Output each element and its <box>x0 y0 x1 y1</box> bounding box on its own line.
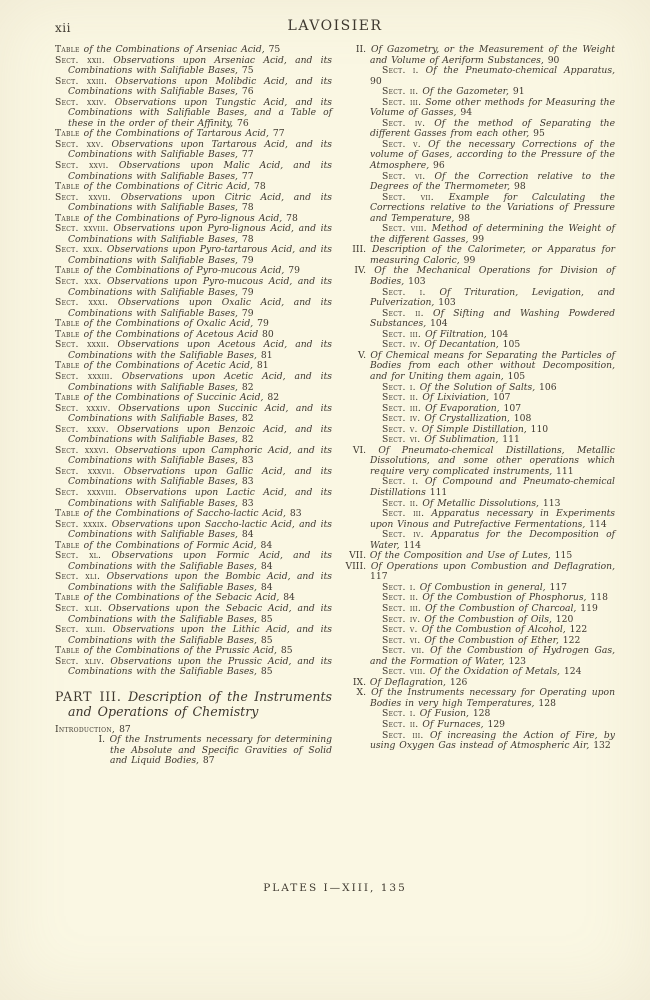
entry-page-number: 110 <box>530 423 549 435</box>
entry-label: Sect. xxxviii. <box>55 486 117 498</box>
toc-entry <box>55 604 332 625</box>
entry-label: Sect. iii. <box>382 508 425 520</box>
entry-page-number: 83 <box>241 497 254 509</box>
entry-label: Sect. ii. <box>382 592 419 604</box>
entry-title: of the Combinations of Acetous Acid <box>83 328 259 340</box>
toc-entry <box>343 119 615 140</box>
entry-title: Of Filtration, <box>425 328 487 340</box>
entry-title: Of Evaporation, <box>425 402 500 414</box>
entry-title: Observations upon Succinic Acid, and its Combinations with Salifiable Bases, <box>68 402 333 425</box>
entry-page-number: 124 <box>563 666 582 678</box>
entry-title: Of the method of Separating the different Gasses from each other, <box>370 117 616 140</box>
entry-title: Of Deflagration, <box>369 676 446 688</box>
entry-page-number: 79 <box>241 254 254 266</box>
entry-title: Observations upon the Sebacic Acid, and its Combinations with the Salifiable Bases, <box>68 602 333 625</box>
entry-title: Observations upon Gallic Acid, and its Combinations with Salifiable Bases, <box>68 465 332 488</box>
entry-label: Table <box>55 212 80 224</box>
chapter-numeral: X. <box>356 687 366 699</box>
toc-entry-list-left <box>55 45 332 678</box>
toc-entry <box>343 140 615 172</box>
entry-page-number: 76 <box>241 86 254 98</box>
entry-title: Observations upon Pyro-mucous Acid, and its Combinations with Salifiable Bases, <box>68 276 332 298</box>
entry-title: Some other methods for Measuring the Volume of Gasses, <box>370 96 616 119</box>
entry-title: of the Combinations of Acetic Acid, <box>83 360 253 372</box>
entry-label: Table <box>55 181 80 193</box>
entry-page-number: 78 <box>254 181 266 193</box>
entry-page-number: 75 <box>268 44 281 55</box>
entry-page-number: 117 <box>549 581 568 593</box>
toc-entry <box>55 140 332 161</box>
entry-label: Sect. ii. <box>382 497 419 509</box>
entry-page-number: 114 <box>403 539 422 551</box>
entry-label: Sect. ii. <box>382 86 419 98</box>
entry-page-number: 106 <box>539 381 557 393</box>
entry-label: Sect. ii. <box>382 719 419 730</box>
entry-label: Sect. xxvi. <box>55 160 109 172</box>
entry-page-number: 129 <box>487 719 506 730</box>
entry-title: Of the Combustion of Charcoal, <box>425 602 577 614</box>
entry-title: of the Combinations of Succinic Acid, <box>83 392 264 404</box>
toc-entry <box>55 572 332 593</box>
entry-title: Of Decantation, <box>424 339 499 351</box>
toc-entry <box>55 488 332 509</box>
entry-label: Table <box>55 508 80 520</box>
toc-entry <box>343 351 615 383</box>
entry-page-number: 76 <box>237 117 249 129</box>
page-header <box>55 18 615 40</box>
entry-label: Table <box>55 539 80 551</box>
toc-entry <box>55 446 332 467</box>
entry-title: Observations upon Camphoric Acid, and its Combinations with Salifiable Bases, <box>68 444 333 467</box>
toc-entry <box>55 340 332 361</box>
entry-page-number: 78 <box>241 233 254 245</box>
entry-title: Of Combustion in general, <box>419 581 546 593</box>
entry-label: Sect. iii. <box>382 402 422 414</box>
toc-entry <box>343 288 615 309</box>
entry-title: Observations upon the Lithic Acid, and its Combinations with the Salifiable Bases, <box>68 624 333 646</box>
toc-entry <box>55 404 332 425</box>
toc-entry <box>343 509 615 530</box>
entry-page-number: 98 <box>514 181 526 193</box>
entry-title: Apparatus necessary in Experiments upon Vinous and Putrefactive Fermentations, <box>370 508 616 530</box>
entry-title: Observations upon Saccho-lactic Acid, and its Combinations with Salifiable Bases, <box>68 518 332 541</box>
entry-page-number: 107 <box>492 392 511 404</box>
entry-title: of the Combinations of Pyro-mucous Acid, <box>83 265 285 277</box>
entry-title: Of Metallic Dissolutions, <box>422 497 539 509</box>
chapter-numeral: VIII. <box>345 560 366 572</box>
entry-title: of the Combinations of Pyro-lignous Acid, <box>83 212 283 224</box>
entry-label: Sect. vi. <box>382 634 421 646</box>
entry-page-number: 111 <box>502 434 520 446</box>
entry-title: Observations upon Pyro-lignous Acid, and its Combinations with Salifiable Bases, <box>68 223 332 245</box>
entry-label: Sect. viii. <box>382 223 427 235</box>
entry-title: Of the Combustion of Hydrogen Gas, and the Formation of Water, <box>370 645 616 667</box>
chapter-numeral: V. <box>358 349 366 361</box>
running-head: LAVOISIER <box>287 18 383 34</box>
toc-entry <box>343 98 615 119</box>
entry-label: Sect. xxx. <box>55 276 102 288</box>
entry-label: Sect. xxxi. <box>55 297 109 309</box>
entry-title: Of the Combustion of Alcohol, <box>421 624 566 636</box>
toc-entry <box>343 562 615 583</box>
entry-page-number: 117 <box>370 571 388 583</box>
toc-entry <box>55 77 332 98</box>
entry-title: Of the Oxidation of Metals, <box>429 666 560 678</box>
entry-title: Of the Combustion of Oils, <box>424 613 552 625</box>
entry-label: Sect. xxix. <box>55 244 103 256</box>
entry-page-number: 111 <box>429 486 448 498</box>
entry-label: Sect. xxxiii. <box>55 370 113 382</box>
entry-label: Sect. xxv. <box>55 138 104 150</box>
entry-label: Sect. xxvii. <box>55 191 111 203</box>
chapter-numeral: VI. <box>352 444 366 456</box>
entry-label: Sect. xliv. <box>55 655 105 667</box>
entry-title: Observations upon the Prussic Acid, and its Combinations with the Salifiable Bases, <box>68 655 333 678</box>
entry-title: Observations upon Tungstic Acid, and its Combinations with Salifiable Bases, and a Table of these in the order of their Affinity, <box>68 96 332 129</box>
toc-entry <box>55 98 332 130</box>
chapter-numeral: IV. <box>354 265 366 277</box>
toc-entry <box>343 731 615 752</box>
entry-label: Sect. vii. <box>382 191 434 203</box>
chapter-numeral: I. <box>98 734 105 746</box>
entry-title: Of the Mechanical Operations for Division of Bodies, <box>370 265 616 288</box>
entry-page-number: 84 <box>260 581 273 593</box>
entry-page-number: 91 <box>512 86 525 98</box>
toc-entry <box>343 266 615 287</box>
entry-label: Table <box>55 265 80 277</box>
entry-title: of the Combinations of Formic Acid, <box>83 539 257 551</box>
entry-label: Sect. iv. <box>382 413 421 425</box>
entry-label: Table <box>55 392 80 404</box>
entry-page-number: 79 <box>257 318 269 330</box>
entry-page-number: 104 <box>430 318 448 330</box>
toc-entry <box>55 625 332 646</box>
entry-label: Table <box>55 128 80 140</box>
entry-page-number: 75 <box>241 65 254 77</box>
entry-page-number: 105 <box>502 339 521 351</box>
entry-title: Example for Calculating the Corrections relative to the Variations of Pressure and Temperature, <box>370 191 615 224</box>
toc-entry <box>343 446 615 478</box>
entry-label: Sect. v. <box>382 138 421 150</box>
entry-page-number: 77 <box>241 170 254 182</box>
entry-page-number: 84 <box>260 539 273 551</box>
entry-title: of the Combinations of Arseniac Acid, <box>83 44 265 55</box>
toc-entry <box>55 467 332 488</box>
entry-title: Observations upon the Bombic Acid, and its Combinations with the Salifiable Bases, <box>68 571 333 593</box>
entry-page-number: 126 <box>449 676 468 688</box>
entry-page-number: 90 <box>547 54 560 66</box>
entry-label: Sect. iv. <box>382 529 424 541</box>
entry-title: Of Fusion, <box>419 708 469 720</box>
entry-title: Of Chemical means for Separating the Particles of Bodies from each other without Decomposition, and for Uniting them again, <box>370 349 616 382</box>
entry-page-number: 115 <box>554 550 573 562</box>
entry-page-number: 118 <box>590 592 608 604</box>
entry-title: Observations upon Acetous Acid, and its Combinations with the Salifiable Bases, <box>68 339 333 361</box>
entry-page-number: 128 <box>472 708 491 720</box>
entry-title: Of the Solution of Salts, <box>419 381 536 393</box>
entry-page-number: 82 <box>267 392 280 404</box>
toc-entry <box>343 193 615 225</box>
entry-title: Method of determining the Weight of the different Gasses, <box>370 223 615 245</box>
toc-entry <box>343 245 615 266</box>
toc-entry-list-right <box>343 45 615 752</box>
entry-page-number: 96 <box>433 160 445 172</box>
entry-page-number: 107 <box>503 402 522 414</box>
entry-title: Of the necessary Corrections of the volume of Gases, according to the Pressure of the Atmosphere, <box>370 138 616 172</box>
page-folio: xii <box>55 21 71 35</box>
entry-title: Of Sublimation, <box>424 434 499 446</box>
entry-label: Sect. iii. <box>382 602 422 614</box>
entry-label: Table <box>55 318 80 330</box>
entry-label: Sect. xli. <box>55 571 101 583</box>
entry-title: Of Crystallization, <box>424 413 510 425</box>
entry-title: of the Combinations of Citric Acid, <box>83 181 251 193</box>
entry-page-number: 78 <box>241 202 254 214</box>
entry-title: Of Lixiviation, <box>422 392 490 404</box>
entry-label: Sect. xxxii. <box>55 339 110 351</box>
entry-page-number: 77 <box>241 149 254 161</box>
entry-label: Table <box>55 328 80 340</box>
toc-entry <box>55 520 332 541</box>
entry-label: Sect. xxxvii. <box>55 465 115 477</box>
entry-label: Sect. xxxiv. <box>55 402 111 414</box>
part-heading <box>55 689 332 719</box>
toc-entry <box>343 309 615 330</box>
toc-entry <box>55 56 332 77</box>
entry-page-number: 79 <box>241 307 254 319</box>
toc-entry <box>343 224 615 245</box>
entry-title: of the Combinations of Oxalic Acid, <box>83 318 254 330</box>
entry-label: Sect. vi. <box>382 434 421 446</box>
entry-label: Sect. iv. <box>382 117 426 129</box>
entry-title: Of the Correction relative to the Degrees of the Thermometer, <box>370 170 616 193</box>
entry-page-number: 108 <box>513 413 532 425</box>
entry-label: Sect. i. <box>382 581 416 593</box>
entry-title: Of Gazometry, or the Measurement of the Weight and Volume of Aeriform Substances, <box>370 44 616 66</box>
entry-page-number: 99 <box>463 254 476 266</box>
entry-label: Sect. i. <box>382 381 416 393</box>
entry-page-number: 87 <box>202 755 215 767</box>
entry-label: Sect. ii. <box>382 392 419 404</box>
entry-label: Sect. xxviii. <box>55 223 109 235</box>
entry-page-number: 119 <box>580 602 598 614</box>
entry-label: Sect. iv. <box>382 339 421 351</box>
entry-label: Sect. i. <box>382 65 419 77</box>
entry-page-number: 94 <box>460 107 473 119</box>
entry-label: Sect. xlii. <box>55 602 103 614</box>
entry-page-number: 84 <box>283 592 295 604</box>
entry-title: Observations upon Lactic Acid, and its Combinations with Salifiable Bases, <box>68 486 332 509</box>
toc-entry <box>55 193 332 214</box>
toc-entry <box>343 530 615 551</box>
toc-entry <box>55 657 332 678</box>
chapter-entry <box>55 735 332 767</box>
entry-title: of the Combinations of the Prussic Acid, <box>83 645 277 657</box>
entry-title: Of increasing the Action of Fire, by using Oxygen Gas instead of Atmospheric Air, <box>370 729 615 752</box>
toc-entry <box>55 298 332 319</box>
entry-page-number: 113 <box>542 497 561 509</box>
toc-entry <box>55 224 332 245</box>
entry-page-number: 82 <box>241 381 254 393</box>
toc-entry <box>343 66 615 87</box>
entry-page-number: 114 <box>589 518 607 530</box>
entry-page-number: 78 <box>286 212 298 224</box>
entry-label: Table <box>55 645 80 657</box>
toc-entry <box>55 277 332 298</box>
entry-label: Sect. iii. <box>382 328 422 340</box>
entry-page-number: 103 <box>438 297 456 309</box>
entry-label: Sect. i. <box>382 476 419 488</box>
entry-title: Of Pneumato-chemical Distillations, Metallic Dissolutions, and some other operations which require very complicated instruments, <box>370 444 615 477</box>
toc-entry <box>343 477 615 498</box>
entry-page-number: 87 <box>119 723 131 735</box>
entry-label: Sect. vi. <box>382 170 426 182</box>
entry-label: Sect. iii. <box>382 96 422 108</box>
entry-title: Observations upon Citric Acid, and its Combinations with Salifiable Bases, <box>68 191 333 214</box>
toc-entry <box>343 646 615 667</box>
entry-label: Sect. v. <box>382 624 418 636</box>
right-column <box>343 45 615 767</box>
entry-title: Of the Combustion of Phosphorus, <box>422 592 587 604</box>
entry-title: Observations upon Acetic Acid, and its Combinations with Salifiable Bases, <box>68 370 333 393</box>
entry-title: Of Operations upon Combustion and Deflagration, <box>370 560 615 572</box>
entry-title: Of the Composition and Use of Lutes, <box>369 550 551 562</box>
entry-title: Of Sifting and Washing Powdered Substances, <box>370 307 616 330</box>
entry-page-number: 82 <box>241 434 254 446</box>
entry-page-number: 105 <box>507 370 526 382</box>
entry-label: Sect. xxiv. <box>55 96 107 108</box>
entry-title: Observations upon Pyro-tartarous Acid, and its Combinations with Salifiable Bases, <box>68 244 333 266</box>
entry-page-number: 79 <box>288 265 300 277</box>
entry-title: Observations upon Malic Acid, and its Combinations with Salifiable Bases, <box>68 160 332 182</box>
entry-label: Sect. ii. <box>382 307 424 319</box>
toc-entry <box>55 161 332 182</box>
toc-entry <box>55 372 332 393</box>
entry-label: Sect. i. <box>382 708 416 720</box>
entry-label: Table <box>55 44 80 55</box>
entry-page-number: 122 <box>569 624 588 636</box>
entry-title: Observations upon Formic Acid, and its Combinations with the Salifiable Bases, <box>68 550 332 572</box>
entry-label: Sect. i. <box>382 286 426 298</box>
part-title: Description of the Instruments and Operations of Chemistry <box>68 688 332 719</box>
entry-label: Sect. xxii. <box>55 54 105 66</box>
entry-label: Table <box>55 592 80 604</box>
entry-title: of the Combinations of Saccho-lactic Acid, <box>83 508 286 520</box>
entry-page-number: 83 <box>241 476 254 488</box>
entry-label: Sect. v. <box>382 423 418 435</box>
entry-title: Of Compound and Pneumato-chemical Distillations <box>370 476 615 498</box>
entry-title: of the Combinations of the Sebacic Acid, <box>83 592 280 604</box>
entry-page-number: 132 <box>593 740 611 752</box>
entry-title: Of the Gazometer, <box>422 86 509 98</box>
entry-label: Sect. xxxix. <box>55 518 108 530</box>
entry-title: Of Trituration, Levigation, and Pulverization, <box>370 286 615 309</box>
entry-label: Sect. viii. <box>382 666 426 678</box>
entry-label: Table <box>55 360 80 372</box>
entry-page-number: 122 <box>562 634 581 646</box>
entry-page-number: 85 <box>280 645 293 657</box>
toc-entry <box>343 172 615 193</box>
entry-page-number: 81 <box>260 349 273 361</box>
entry-page-number: 85 <box>260 613 273 625</box>
content-columns <box>55 45 615 767</box>
entry-title: Description of the Calorimeter, or Apparatus for measuring Caloric, <box>370 244 615 266</box>
entry-title: Of the Pneumato-chemical Apparatus, <box>425 65 615 77</box>
entry-title: Of Simple Distillation, <box>421 423 527 435</box>
entry-title: Observations upon Benzoic Acid, and its Combinations with Salifiable Bases, <box>68 423 332 446</box>
entry-page-number: 85 <box>260 634 273 646</box>
entry-title: Of the Instruments necessary for determining the Absolute and Specific Gravities of Solid and Liquid Bodies, <box>109 734 333 767</box>
entry-page-number: 104 <box>490 328 509 340</box>
toc-entry <box>55 551 332 572</box>
chapter-numeral: VII. <box>349 550 366 562</box>
entry-label: Sect. xl. <box>55 550 102 562</box>
entry-title: Of the Instruments necessary for Operating upon Bodies in very high Temperatures, <box>370 687 616 709</box>
entry-page-number: 85 <box>260 666 273 678</box>
entry-label: Introduction, <box>55 723 116 735</box>
entry-page-number: 84 <box>241 529 254 541</box>
chapter-numeral: II. <box>355 44 366 55</box>
entry-title: Observations upon Tartarous Acid, and its Combinations with Salifiable Bases, <box>68 138 333 161</box>
entry-title: Observations upon Arseniac Acid, and its Combinations with Salifiable Bases, <box>68 54 332 77</box>
entry-page-number: 120 <box>555 613 574 625</box>
entry-page-number: 111 <box>556 465 574 477</box>
toc-entry <box>55 425 332 446</box>
chapter-numeral: IX. <box>352 676 366 688</box>
entry-label: Sect. xxiii. <box>55 75 108 87</box>
entry-page-number: 80 <box>262 328 274 340</box>
entry-label: Sect. xxxv. <box>55 423 109 435</box>
entry-page-number: 84 <box>260 560 273 572</box>
entry-page-number: 90 <box>370 75 382 87</box>
entry-page-number: 83 <box>241 455 254 467</box>
entry-page-number: 82 <box>241 413 254 425</box>
entry-label: Sect. xxxvi. <box>55 444 110 456</box>
entry-page-number: 128 <box>538 697 556 709</box>
entry-title: of the Combinations of Tartarous Acid, <box>83 128 269 140</box>
entry-title: Observations upon Oxalic Acid, and its Combinations with Salifiable Bases, <box>68 297 333 319</box>
entry-page-number: 77 <box>272 128 285 140</box>
chapter-numeral: III. <box>352 244 366 256</box>
entry-label: Sect. iv. <box>382 613 421 625</box>
entry-label: Sect. iii. <box>382 729 424 741</box>
entry-page-number: 123 <box>508 655 527 667</box>
entry-label: Sect. xliii. <box>55 624 106 636</box>
entry-title: Of the Combustion of Ether, <box>424 634 559 646</box>
entry-page-number: 103 <box>408 276 426 288</box>
toc-entry <box>343 688 615 709</box>
entry-title: Of Furnaces, <box>422 719 484 730</box>
page-footer: PLATES I—XIII, 135 <box>263 882 407 894</box>
toc-entry <box>55 245 332 266</box>
entry-title: Apparatus for the Decomposition of Water, <box>370 529 615 551</box>
entry-title: Observations upon Molibdic Acid, and its Combinations with Salifiable Bases, <box>68 75 333 98</box>
entry-page-number: 99 <box>472 233 485 245</box>
entry-page-number: 79 <box>241 286 254 298</box>
entry-page-number: 95 <box>533 128 545 140</box>
entry-page-number: 83 <box>289 508 302 520</box>
entry-page-number: 98 <box>458 212 470 224</box>
toc-entry <box>343 45 615 66</box>
entry-label: Sect. vii. <box>382 645 425 657</box>
entry-page-number: 81 <box>256 360 269 372</box>
part-label: PART III. <box>55 688 122 704</box>
left-column <box>55 45 332 767</box>
